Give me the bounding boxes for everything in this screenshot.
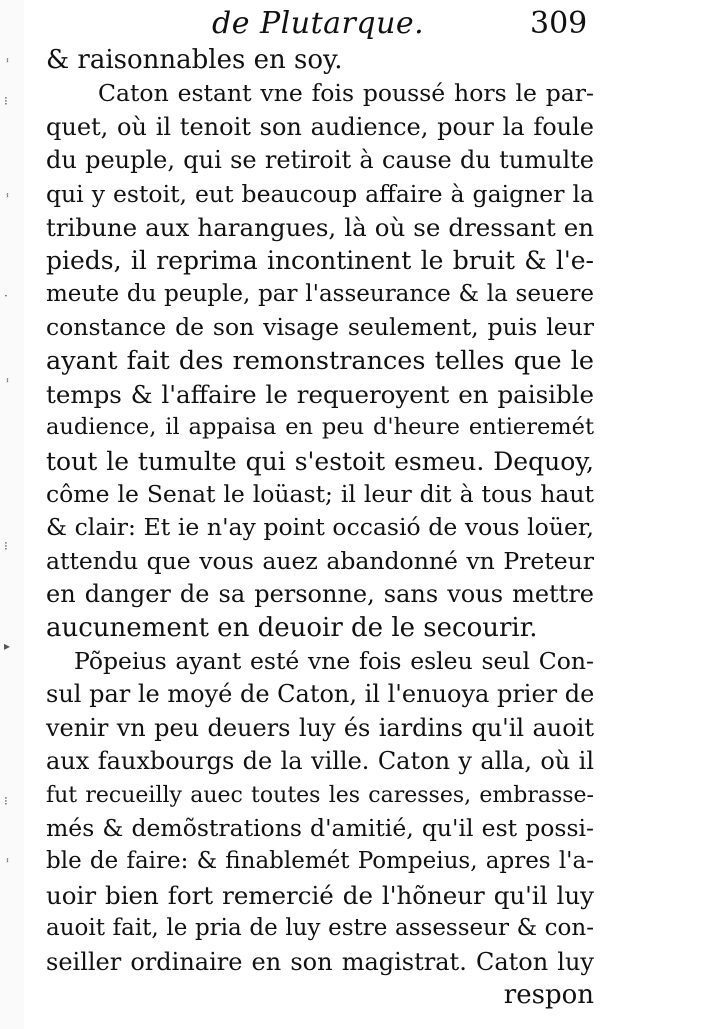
text-line: seiller ordinaire en son magistrat. Caton luy bbox=[46, 947, 594, 976]
gutter-mark: ▸ bbox=[4, 639, 11, 653]
running-head: de Plutarque. bbox=[212, 6, 425, 41]
gutter-mark: ⸯ bbox=[4, 859, 11, 873]
text-line: Põpeius ayant esté vne fois esleu seul Con- bbox=[74, 647, 594, 676]
text-line: aux fauxbourgs de la ville. Caton y alla, où il bbox=[46, 747, 594, 776]
gutter-mark: ⸯ bbox=[4, 59, 11, 73]
text-line: meute du peuple, par l'asseurance & la seuere bbox=[46, 280, 594, 307]
text-line: pieds, il reprima incontinent le bruit & l'e- bbox=[46, 246, 594, 276]
text-line: aucunement en deuoir de le secourir. bbox=[46, 612, 538, 643]
text-line: sul par le moyé de Caton, il l'enuoya prier de bbox=[46, 680, 595, 709]
page-header bbox=[0, 0, 728, 48]
gutter-mark: · bbox=[4, 289, 8, 303]
text-line: uoir bien fort remercié de l'hõneur qu'il luy bbox=[46, 880, 594, 910]
text-line: Caton estant vne fois poussé hors le par- bbox=[98, 79, 594, 108]
gutter-mark: ⁝ bbox=[4, 539, 8, 553]
gutter-mark: ⁝ bbox=[4, 794, 8, 808]
text-line: auoit fait, le pria de luy estre assesseur & con- bbox=[46, 915, 594, 942]
text-line: ble de faire: & finablemét Pompeius, apres l'a- bbox=[46, 848, 594, 875]
body-text bbox=[46, 44, 594, 1012]
text-line: temps & l'affaire le requeroyent en paisible bbox=[46, 379, 594, 409]
text-line: venir vn peu deuers luy és iardins qu'il auoit bbox=[46, 713, 594, 742]
text-line: côme le Senat le loüast; il leur dit à tous haut bbox=[46, 480, 594, 509]
text-line: tribune aux harangues, là où se dressant en bbox=[46, 212, 594, 242]
text-line: & clair: Et ie n'ay point occasió de vous loüer, bbox=[46, 513, 594, 542]
gutter-mark: ⸯ bbox=[4, 379, 11, 393]
text-line: attendu que vous auez abandonné vn Preteur bbox=[46, 546, 594, 575]
text-line: audience, il appaisa en peu d'heure entieremét bbox=[46, 414, 594, 441]
page-number: 309 bbox=[530, 6, 588, 41]
text-line: fut recueilly auec toutes les caresses, embrasse- bbox=[46, 782, 594, 808]
gutter-mark: ⸯ bbox=[4, 194, 11, 208]
text-line: & raisonnables en soy. bbox=[46, 45, 343, 75]
text-line: du peuple, qui se retiroit à cause du tumulte bbox=[46, 146, 594, 175]
text-line: ayant fait des remonstrances telles que le bbox=[46, 345, 594, 376]
text-line: en danger de sa personne, sans vous mettre bbox=[46, 580, 594, 609]
left-margin-gutter bbox=[0, 0, 24, 1029]
text-line: quet, où il tenoit son audience, pour la foule bbox=[46, 112, 594, 141]
text-line: tout le tumulte qui s'estoit esmeu. Dequoy, bbox=[46, 446, 594, 476]
text-line: qui y estoit, eut beaucoup affaire à gaigner la bbox=[46, 179, 594, 208]
gutter-mark: ⁝ bbox=[4, 94, 8, 108]
text-line: més & demõstrations d'amitié, qu'il est possi- bbox=[46, 813, 594, 842]
catchword: respon bbox=[503, 979, 594, 1010]
text-line: constance de son visage seulement, puis leur bbox=[46, 313, 594, 342]
